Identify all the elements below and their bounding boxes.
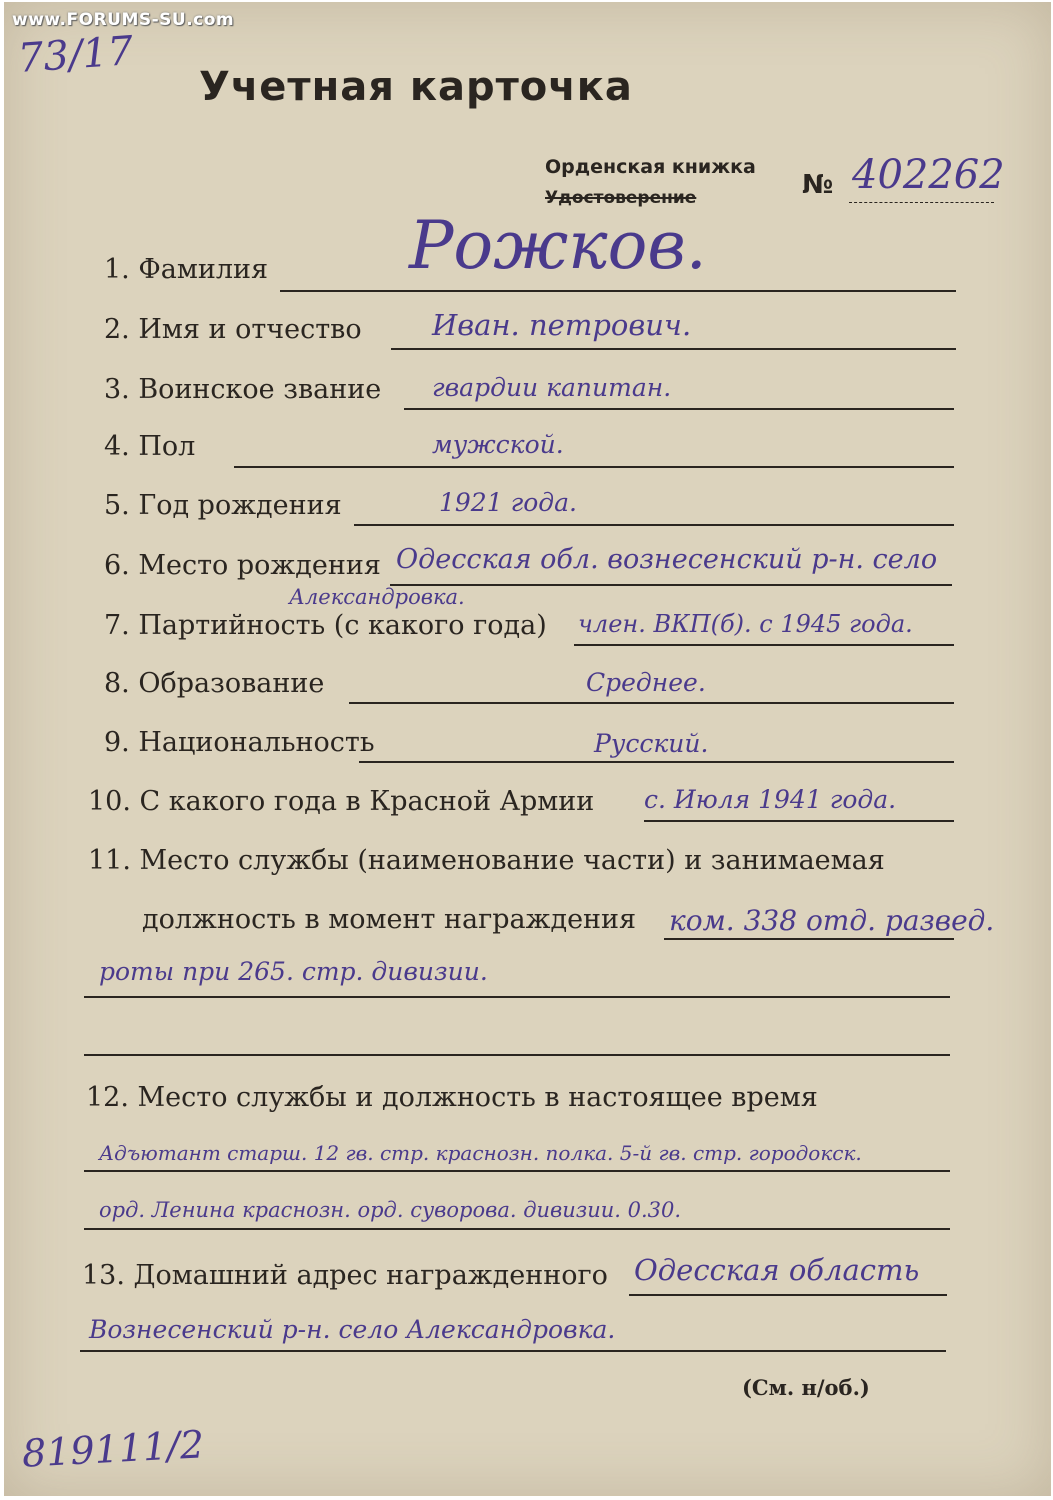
award-record-card xyxy=(4,2,1051,1496)
field-1-value: Рожков. xyxy=(409,207,707,284)
field-11-value-cont: роты при 265. стр. дивизии. xyxy=(99,957,488,986)
field-5-value: 1921 года. xyxy=(439,488,577,517)
book-type-struck: Удостоверение xyxy=(545,188,697,208)
field-6-value: Одесская обл. вознесенский р-н. село xyxy=(396,544,938,575)
field-6-label: 6. Место рождения xyxy=(104,550,381,581)
see-reverse-note: (См. н/об.) xyxy=(742,1375,870,1400)
field-5-label: 5. Год рождения xyxy=(104,490,342,521)
field-13-value-cont: Вознесенский р-н. село Александровка. xyxy=(89,1315,616,1344)
field-6-value-cont: Александровка. xyxy=(289,585,465,609)
bottom-archive-code: 819111/2 xyxy=(20,1422,206,1476)
field-11-line xyxy=(664,938,954,940)
field-8-line xyxy=(349,702,954,704)
field-9-value: Русский. xyxy=(594,729,709,758)
field-12-value-cont: орд. Ленина краснозн. орд. суворова. дивизии. 0.30. xyxy=(99,1198,682,1222)
field-8-value: Среднее. xyxy=(586,668,706,697)
card-title: Учетная карточка xyxy=(199,64,633,110)
number-underline xyxy=(849,202,994,203)
field-10-line xyxy=(644,820,954,822)
field-13-value: Одесская область xyxy=(634,1253,920,1287)
field-13-label: 13. Домашний адрес награжденного xyxy=(82,1260,608,1291)
field-11-line-3 xyxy=(84,1054,950,1056)
field-7-line xyxy=(574,644,954,646)
top-archive-code: 73/17 xyxy=(16,28,135,82)
number-sign: № xyxy=(802,170,834,200)
field-11-label-line1: 11. Место службы (наименование части) и занимаемая xyxy=(88,845,885,876)
field-10-value: с. Июля 1941 года. xyxy=(644,785,897,814)
field-8-label: 8. Образование xyxy=(104,668,325,699)
field-2-line xyxy=(391,348,956,350)
field-1-label: 1. Фамилия xyxy=(104,254,269,285)
field-11-line-2 xyxy=(84,996,950,998)
field-2-value: Иван. петрович. xyxy=(432,308,692,342)
field-7-label: 7. Партийность (с какого года) xyxy=(104,610,547,641)
book-number: 402262 xyxy=(852,152,1005,198)
field-3-value: гвардии капитан. xyxy=(432,373,672,402)
field-6-line xyxy=(390,584,952,586)
field-2-label: 2. Имя и отчество xyxy=(104,314,362,345)
field-9-label: 9. Национальность xyxy=(104,727,375,758)
field-13-line-2 xyxy=(80,1350,946,1352)
field-7-value: член. ВКП(б). с 1945 года. xyxy=(578,610,913,638)
field-11-label-line2: должность в момент награждения xyxy=(142,904,637,935)
field-13-line-1 xyxy=(629,1294,947,1296)
field-3-label: 3. Воинское звание xyxy=(104,374,382,405)
field-10-label: 10. С какого года в Красной Армии xyxy=(88,786,595,817)
book-type: Орденская книжка xyxy=(545,156,756,178)
field-4-label: 4. Пол xyxy=(104,431,196,462)
field-11-value: ком. 338 отд. развед. xyxy=(669,904,995,937)
field-12-line-1 xyxy=(84,1170,950,1172)
field-3-line xyxy=(404,408,954,410)
watermark: www.FORUMS-SU.com xyxy=(12,10,235,30)
field-1-line xyxy=(280,290,956,292)
field-12-line-2 xyxy=(84,1228,950,1230)
field-5-line xyxy=(354,524,954,526)
field-4-value: мужской. xyxy=(432,430,564,459)
field-12-value: Адъютант старш. 12 гв. стр. краснозн. полка. 5-й гв. стр. городокск. xyxy=(99,1141,862,1165)
field-9-line xyxy=(359,761,954,763)
field-4-line xyxy=(234,466,954,468)
field-12-label: 12. Место службы и должность в настоящее время xyxy=(86,1082,818,1113)
